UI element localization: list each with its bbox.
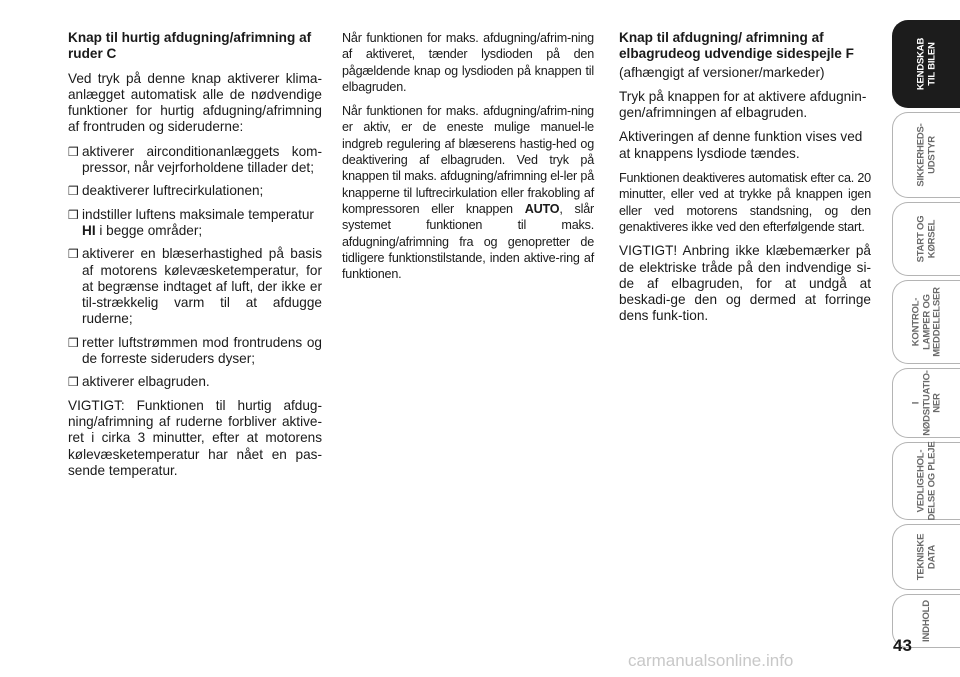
page-number: 43 (893, 636, 912, 655)
column-right (619, 30, 871, 333)
checkbox-bullet-icon: ❒ (68, 184, 79, 199)
list-item (68, 335, 322, 368)
list-item (68, 246, 322, 327)
list-item-text-end: i begge områder; (95, 222, 203, 238)
paragraph (342, 103, 594, 282)
tab-vedligeholdelse[interactable] (892, 442, 960, 520)
paragraph: Tryk på knappen for at aktivere afdugnin-gen/afrimningen af elbagruden. (619, 88, 867, 121)
paragraph-text-start: Når funktionen for maks. afdugning/afrim-ning er aktiv, er de eneste mulige manuel-le indgreb regulering af blæserens hastig-hed og deaktivering af elbagruden. Ved tryk på knappen til maks. afdugning/afrimning el-ler på knapperne til luftrecirkulation eller frakobling af kompressoren eller knappen (342, 104, 594, 216)
tab-label: I NØDSITUATIO- NER (909, 370, 942, 436)
tab-kendskab-til-bilen[interactable] (892, 20, 960, 108)
list-item (68, 144, 322, 177)
tab-start-og-korsel[interactable] (892, 202, 960, 276)
paragraph-text-end: , slår systemet funktionen til maks. afdugning/afrimning fra og genopretter de tidligere funktionstilstande, inden aktive-ring af funktionen. (342, 201, 594, 282)
tab-label: INDHOLD (920, 600, 932, 642)
paragraph: Aktiveringen af denne funktion vises ved at knappens lysdiode tændes. (619, 129, 863, 161)
checkbox-bullet-icon: ❒ (68, 335, 79, 350)
paragraph: Når funktionen for maks. afdugning/afrim-ning af aktiveret, tænder lysdioden på den pågældende knap og lysdioden på knappen til elbagruden. (342, 31, 594, 94)
intro-paragraph: Ved tryk på denne knap aktiverer klima-anlægget automatisk alle de nødvendige funktioner for hurtig afdugning/afrimning af frontruden og sideruderne: (68, 70, 322, 135)
section-heading-quick-defog: Knap til hurtig afdugning/afrimning af ruder C (68, 30, 312, 62)
list-item (68, 374, 322, 390)
list-item (68, 183, 322, 199)
list-item-text: aktiverer airconditionanlæggets kom-pressor, når vejrforholdene tillader det; (82, 143, 322, 176)
auto-button-label: AUTO (524, 201, 560, 216)
tab-label: SIKKERHEDS- UDSTYR (915, 123, 937, 187)
tab-label: VEDLIGEHOL- DELSE OG PLEJE (915, 441, 937, 521)
paragraph: Funktionen deaktiveres automatisk efter ca. 20 minutter, eller ved at trykke på knappen igen eller ved motorens standsning, og den genaktiveres ikke ved den efterfølgende start. (619, 171, 871, 234)
list-item-text-start: indstiller luftens maksimale temperatur (82, 206, 314, 222)
tab-nodsituationer[interactable] (892, 368, 960, 438)
watermark: carmanualsonline.info (628, 651, 794, 670)
list-item (68, 207, 322, 240)
list-item-text: deaktiverer luftrecirkulationen; (82, 183, 264, 199)
list-item-text: retter luftstrømmen mod frontrudens og de forreste sideruders dyser; (82, 334, 322, 367)
column-left (68, 30, 322, 487)
checkbox-bullet-icon: ❒ (68, 375, 79, 390)
list-item-text: aktiverer elbagruden. (82, 374, 210, 390)
tab-tekniske-data[interactable] (892, 524, 960, 590)
tab-label: START OG KØRSEL (915, 215, 937, 263)
section-heading-rear-defog: Knap til afdugning/ afrimning af elbagrudeog udvendige sidespejle F (619, 30, 854, 62)
subheading: (afhængigt af versioner/markeder) (619, 64, 825, 80)
tab-label: KONTROL- LAMPER OG MEDDELELSER (909, 287, 942, 357)
checkbox-bullet-icon: ❒ (68, 247, 79, 262)
important-note: VIGTIGT: Funktionen til hurtig afdug-ning/afrimning af ruderne forbliver aktive-ret i cirka 3 minutter, efter at motorens kølevæsketemperatur har nået en pas-sende temperatur. (68, 397, 322, 478)
tab-kontrollamper[interactable] (892, 280, 960, 364)
hi-setting-label: HI (82, 222, 96, 238)
checkbox-bullet-icon: ❒ (68, 207, 79, 222)
tab-label: KENDSKAB TIL BILEN (915, 37, 937, 91)
tab-label: TEKNISKE DATA (915, 533, 937, 581)
list-item-text (82, 207, 322, 240)
column-middle (342, 30, 594, 290)
important-note: VIGTIGT! Anbring ikke klæbemærker på de elektriske tråde på den indvendige si-de af elbagruden, for at undgå at beskadi-ge den og dermed at forringe dens funk-tion. (619, 243, 871, 324)
tab-sikkerhedsudstyr[interactable] (892, 112, 960, 198)
checkbox-bullet-icon: ❒ (68, 144, 79, 159)
list-item-text: aktiverer en blæserhastighed på basis af motorens kølevæsketemperatur, for at begrænse indtaget af luft, der ikke er til-strækkelig varm til at afdugge ruderne; (82, 246, 322, 327)
